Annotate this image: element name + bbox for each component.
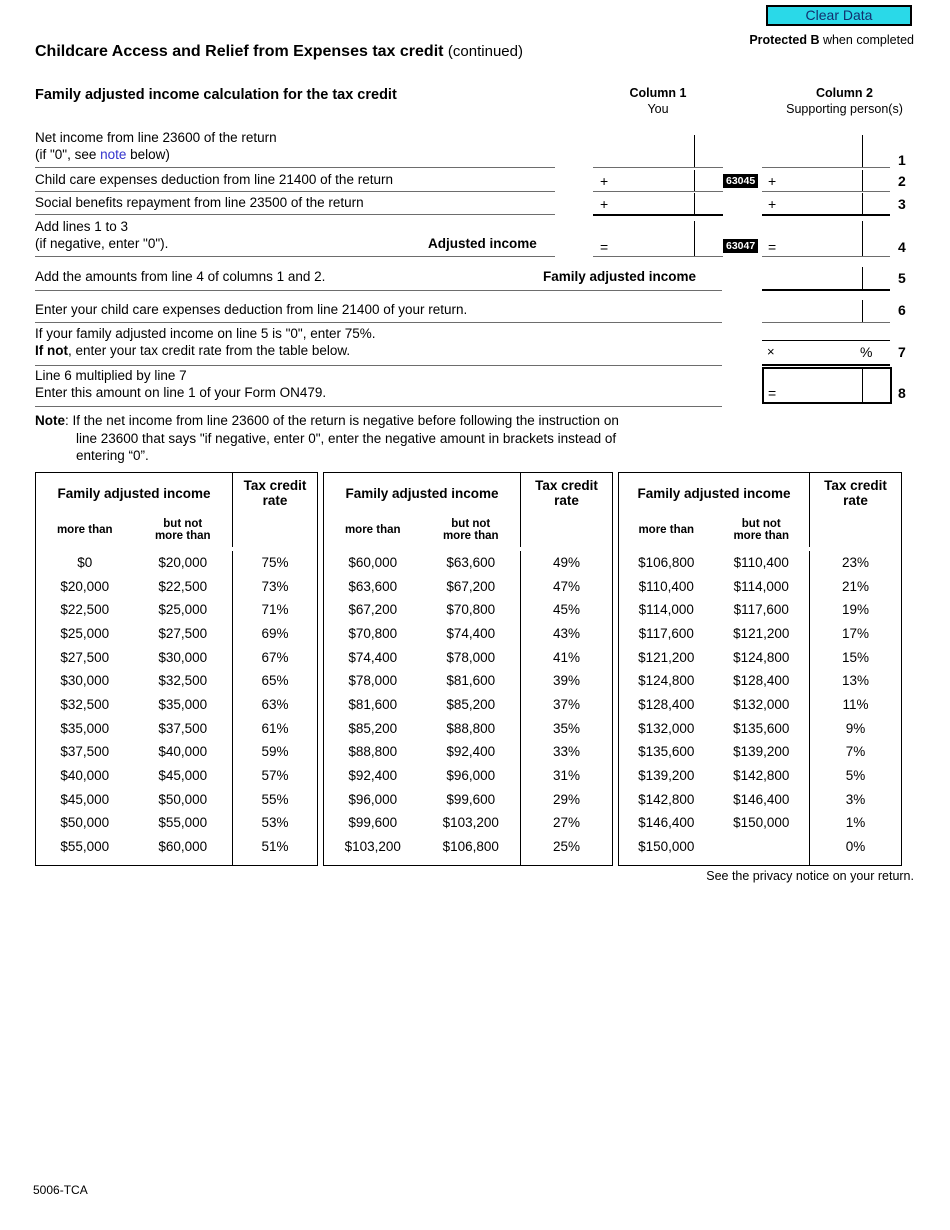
cell-but-not-more-than: $20,000 [158, 554, 208, 570]
table-row [36, 740, 318, 764]
cell-but-not-more-than: $96,000 [446, 768, 496, 784]
table-spacer-row [324, 858, 613, 865]
line-7-text-rule [35, 365, 722, 366]
cell-but-not-more-than: $63,600 [446, 554, 496, 570]
cell-tax-credit-rate: 25% [521, 835, 613, 859]
cell-tax-credit-rate: 5% [810, 764, 902, 788]
table-row [36, 551, 318, 575]
cell-but-not-more-than: $88,800 [446, 720, 496, 736]
line-8-input-box[interactable] [762, 367, 892, 404]
table-row [619, 574, 902, 598]
cell-more-than: $88,800 [348, 744, 398, 760]
table-row [324, 716, 613, 740]
line-3-col1-cents-divider [694, 193, 695, 214]
cell-but-not-more-than: $139,200 [733, 744, 790, 760]
cell-but-not-more-than: $30,000 [158, 649, 208, 665]
cell-tax-credit-rate: 21% [810, 574, 902, 598]
cell-tax-credit-rate: 33% [521, 740, 613, 764]
tax-credit-rate-tables [35, 472, 913, 866]
multiply-icon: × [767, 344, 775, 359]
rate-table-2-income-header: Family adjusted income [324, 473, 521, 514]
rate-header-line2: rate [262, 493, 288, 509]
rate-header-line1: Tax credit [824, 478, 887, 494]
line-2-text-rule [35, 191, 555, 192]
table-row [619, 740, 902, 764]
form-code: 5006-TCA [33, 1183, 88, 1197]
line-8-cents-divider [862, 369, 863, 402]
cell-but-not-more-than: $67,200 [446, 578, 496, 594]
column-2-title: Column 2 [816, 86, 873, 100]
line-8-text-rule [35, 406, 722, 407]
note-block [35, 412, 735, 465]
line-5-cents-divider [862, 267, 863, 289]
table-spacer-row [36, 858, 318, 865]
table-row [36, 764, 318, 788]
cell-tax-credit-rate: 71% [233, 598, 318, 622]
line-6-text: Enter your child care expenses deduction from line 21400 of your return. [35, 302, 468, 317]
table-row [619, 787, 902, 811]
line-8-equals-icon: = [768, 385, 777, 401]
field-code-63045: 63045 [723, 174, 758, 188]
cell-but-not-more-than: $128,400 [733, 673, 790, 689]
cell-but-not-more-than: $142,800 [733, 768, 790, 784]
line-1-text-rule [35, 167, 555, 168]
rate-table-2-subheader-row [324, 514, 613, 547]
rate-table-3-subheader-row [619, 514, 902, 547]
line-3-col2-plus-icon: + [768, 196, 777, 212]
line-7-text-part2: , enter your tax credit rate from the table below. [68, 342, 351, 358]
line-3-text-rule [35, 214, 555, 215]
cell-but-not-more-than: $121,200 [733, 625, 790, 641]
cell-tax-credit-rate: 75% [233, 551, 318, 575]
cell-but-not-more-than: $50,000 [158, 791, 208, 807]
cell-tax-credit-rate: 59% [233, 740, 318, 764]
table-row [36, 716, 318, 740]
cell-tax-credit-rate: 55% [233, 787, 318, 811]
note-line-3: entering “0”. [76, 448, 149, 463]
line-1-col1-input[interactable] [593, 167, 723, 168]
but-not-line1: but not [451, 517, 491, 530]
line-3-col1-plus-icon: + [600, 196, 609, 212]
cell-more-than: $124,800 [638, 673, 695, 689]
cell-more-than: $50,000 [60, 815, 110, 831]
cell-tax-credit-rate: 39% [521, 669, 613, 693]
cell-tax-credit-rate: 29% [521, 787, 613, 811]
cell-more-than: $110,400 [638, 578, 694, 594]
rate-table-1 [35, 472, 318, 866]
line-8-text-part1: Line 6 multiplied by line 7 [35, 368, 187, 383]
rate-table-3-but-not-header [714, 514, 810, 547]
cell-but-not-more-than: $150,000 [733, 815, 790, 831]
cell-more-than: $139,200 [638, 768, 695, 784]
cell-more-than: $121,200 [638, 649, 695, 665]
but-not-line1: but not [163, 517, 203, 530]
line-5-input[interactable] [762, 289, 890, 291]
line-number-1: 1 [898, 152, 906, 168]
column-2-subtitle: Supporting person(s) [786, 102, 903, 116]
cell-more-than: $114,000 [638, 602, 694, 618]
but-not-line1: but not [741, 517, 781, 530]
cell-but-not-more-than: $81,600 [446, 673, 496, 689]
line-4-col2-input[interactable] [762, 256, 890, 257]
cell-more-than: $70,800 [348, 625, 398, 641]
cell-but-not-more-than: $106,800 [442, 839, 499, 855]
table-row [619, 645, 902, 669]
cell-more-than: $25,000 [60, 625, 110, 641]
cell-more-than: $55,000 [60, 839, 110, 855]
cell-tax-credit-rate: 61% [233, 716, 318, 740]
table-row [36, 669, 318, 693]
table-row [36, 645, 318, 669]
cell-more-than: $96,000 [348, 791, 398, 807]
line-4-text [35, 219, 168, 252]
rate-table-1-rate-header [233, 473, 318, 514]
cell-tax-credit-rate: 53% [233, 811, 318, 835]
cell-but-not-more-than: $55,000 [158, 815, 208, 831]
table-row [36, 835, 318, 859]
cell-tax-credit-rate: 0% [810, 835, 902, 859]
cell-tax-credit-rate: 49% [521, 551, 613, 575]
cell-more-than: $32,500 [60, 696, 110, 712]
cell-but-not-more-than [714, 835, 810, 859]
rate-header-line2: rate [843, 493, 868, 509]
table-row [619, 598, 902, 622]
rate-table-3-income-header: Family adjusted income [619, 473, 810, 514]
line-2-col1-plus-icon: + [600, 173, 609, 189]
cell-more-than: $92,400 [348, 768, 398, 784]
cell-more-than: $37,500 [60, 744, 110, 760]
rate-table-2-but-not-header [422, 514, 521, 547]
cell-more-than: $40,000 [60, 768, 110, 784]
cell-more-than: $103,200 [344, 839, 401, 855]
line-5-text: Add the amounts from line 4 of columns 1 and 2. [35, 269, 326, 284]
table-row [324, 811, 613, 835]
cell-but-not-more-than: $78,000 [446, 649, 496, 665]
table-spacer-row [619, 858, 902, 865]
line-number-4: 4 [898, 239, 906, 255]
rate-table-1-income-header: Family adjusted income [36, 473, 233, 514]
cell-more-than: $30,000 [60, 673, 110, 689]
cell-but-not-more-than: $92,400 [446, 744, 496, 760]
table-row [619, 835, 902, 859]
line-4-col1-equals-icon: = [600, 239, 609, 255]
rate-table-2-rate-header [521, 473, 613, 514]
table-row [324, 693, 613, 717]
clear-data-button[interactable]: Clear Data [766, 5, 912, 26]
table-row [619, 716, 902, 740]
rate-table-2-body [324, 547, 613, 866]
cell-but-not-more-than: $27,500 [158, 625, 208, 641]
column-1-title: Column 1 [629, 86, 687, 100]
cell-more-than: $78,000 [348, 673, 398, 689]
cell-tax-credit-rate: 43% [521, 622, 613, 646]
cell-more-than: $22,500 [60, 602, 110, 618]
note-label: Note [35, 413, 65, 428]
table-row [36, 693, 318, 717]
line-6-input[interactable] [762, 322, 890, 323]
column-1-header [598, 86, 718, 116]
line-4-col1-cents-divider [694, 221, 695, 256]
cell-tax-credit-rate: 35% [521, 716, 613, 740]
cell-more-than: $63,600 [348, 578, 398, 594]
note-line-1: If the net income from line 23600 of the return is negative before following the instruction on [72, 413, 619, 428]
line-7-rate-input-top[interactable] [762, 340, 890, 341]
table-row [324, 787, 613, 811]
cell-tax-credit-rate: 1% [810, 811, 902, 835]
cell-tax-credit-rate: 57% [233, 764, 318, 788]
table-row [619, 811, 902, 835]
table-row [324, 835, 613, 859]
cell-tax-credit-rate: 19% [810, 598, 902, 622]
cell-but-not-more-than: $146,400 [733, 791, 790, 807]
cell-tax-credit-rate: 41% [521, 645, 613, 669]
cell-more-than: $67,200 [348, 602, 398, 618]
cell-tax-credit-rate: 45% [521, 598, 613, 622]
cell-but-not-more-than: $35,000 [158, 696, 208, 712]
line-7-text-part1: If your family adjusted income on line 5 is "0", enter 75%. [35, 326, 376, 341]
line-number-2: 2 [898, 173, 906, 189]
line-2-col2-cents-divider [862, 170, 863, 192]
line-7-text [35, 326, 376, 359]
but-not-line2: more than [442, 530, 499, 542]
cell-more-than: $60,000 [348, 554, 398, 570]
cell-more-than: $45,000 [60, 791, 110, 807]
family-adjusted-income-label: Family adjusted income [543, 269, 697, 284]
rate-table-3-rate-header [810, 473, 902, 514]
page-title [35, 43, 523, 61]
table-row [619, 764, 902, 788]
line-5-text-rule [35, 290, 722, 291]
rate-header-line1: Tax credit [243, 478, 307, 494]
cell-more-than: $20,000 [60, 578, 110, 594]
section-title: Family adjusted income calculation for the tax credit [35, 87, 397, 103]
cell-but-not-more-than: $117,600 [733, 602, 789, 618]
cell-more-than: $74,400 [348, 649, 398, 665]
cell-but-not-more-than: $85,200 [446, 696, 496, 712]
table-row [36, 787, 318, 811]
but-not-line2: more than [154, 530, 211, 542]
cell-tax-credit-rate: 11% [810, 693, 902, 717]
percent-icon: % [860, 344, 873, 360]
table-row [324, 551, 613, 575]
rate-header-line2: rate [554, 493, 579, 509]
table-row [36, 811, 318, 835]
cell-tax-credit-rate: 37% [521, 693, 613, 717]
table-row [36, 598, 318, 622]
protected-b-label [749, 33, 914, 47]
line-1-text-part1: Net income from line 23600 of the return [35, 130, 277, 145]
cell-tax-credit-rate: 51% [233, 835, 318, 859]
line-1-col2-input[interactable] [762, 167, 890, 168]
cell-but-not-more-than: $103,200 [442, 815, 499, 831]
rate-table-2-more-than-header: more than [344, 523, 401, 536]
line-3-col1-input[interactable] [593, 214, 723, 216]
rate-table-1-more-than-header: more than [56, 523, 113, 536]
cell-more-than: $128,400 [638, 696, 695, 712]
line-number-5: 5 [898, 270, 906, 286]
cell-but-not-more-than: $74,400 [446, 625, 496, 641]
rate-table-3-rate-subheader [810, 514, 902, 547]
table-row [324, 764, 613, 788]
rate-table-1-header-row [36, 473, 318, 514]
form-title-main: Childcare Access and Relief from Expenses tax credit [35, 43, 444, 60]
cell-more-than: $135,600 [638, 744, 695, 760]
field-code-63047: 63047 [723, 239, 758, 253]
cell-more-than: $132,000 [638, 720, 695, 736]
cell-more-than: $35,000 [60, 720, 110, 736]
line-2-col1-cents-divider [694, 170, 695, 192]
cell-but-not-more-than: $135,600 [733, 720, 790, 736]
line-3-text: Social benefits repayment from line 23500 of the return [35, 195, 364, 210]
line-4-text-rule [35, 256, 555, 257]
table-row [619, 693, 902, 717]
but-not-line2: more than [733, 530, 790, 542]
cell-tax-credit-rate: 69% [233, 622, 318, 646]
line-4-col1-input[interactable] [593, 256, 723, 257]
note-line-2: line 23600 that says "if negative, enter 0", enter the negative amount in brackets instead of [76, 430, 617, 446]
line-4-col2-cents-divider [862, 221, 863, 256]
line-2-col2-input[interactable] [762, 191, 890, 192]
cell-but-not-more-than: $32,500 [158, 673, 208, 689]
cell-more-than: $106,800 [638, 554, 695, 570]
cell-but-not-more-than: $124,800 [733, 649, 790, 665]
cell-but-not-more-than: $110,400 [733, 554, 789, 570]
column-2-header [752, 86, 937, 116]
line-number-3: 3 [898, 196, 906, 212]
table-row [36, 622, 318, 646]
line-6-text-rule [35, 322, 722, 323]
cell-tax-credit-rate: 7% [810, 740, 902, 764]
rate-header-line1: Tax credit [535, 478, 598, 494]
line-2-text: Child care expenses deduction from line 21400 of the return [35, 172, 393, 187]
cell-tax-credit-rate: 13% [810, 669, 902, 693]
line-7-input[interactable] [762, 364, 890, 366]
cell-more-than: $85,200 [348, 720, 398, 736]
line-1-col2-cents-divider [862, 135, 863, 168]
line-8-text-part2: Enter this amount on line 1 of your Form ON479. [35, 384, 327, 400]
line-number-7: 7 [898, 344, 906, 360]
table-row [619, 551, 902, 575]
cell-tax-credit-rate: 27% [521, 811, 613, 835]
table-row [36, 574, 318, 598]
line-4-text-part1: Add lines 1 to 3 [35, 219, 129, 234]
line-7-if-not-bold: If not [35, 342, 68, 358]
protected-b-rest: when completed [819, 33, 914, 47]
note-link[interactable]: note [100, 146, 127, 162]
cell-more-than: $27,500 [60, 649, 110, 665]
cell-more-than: $150,000 [638, 839, 695, 855]
cell-tax-credit-rate: 31% [521, 764, 613, 788]
cell-but-not-more-than: $40,000 [158, 744, 208, 760]
note-colon: : [65, 413, 73, 428]
line-1-col1-cents-divider [694, 135, 695, 168]
rate-table-3-more-than-header: more than [638, 523, 695, 536]
cell-but-not-more-than: $45,000 [158, 768, 208, 784]
line-8-text [35, 368, 326, 401]
line-1-text-part2b: below) [126, 146, 170, 162]
rate-table-3 [618, 472, 902, 866]
line-3-col2-input[interactable] [762, 214, 890, 216]
cell-tax-credit-rate: 47% [521, 574, 613, 598]
table-row [619, 622, 902, 646]
table-row [324, 740, 613, 764]
line-1-text-part2a: (if "0", see [35, 146, 101, 162]
cell-but-not-more-than: $22,500 [158, 578, 208, 594]
cell-more-than: $81,600 [348, 696, 398, 712]
column-1-subtitle: You [647, 102, 669, 116]
rate-table-1-rate-subheader [233, 514, 318, 547]
cell-but-not-more-than: $60,000 [158, 839, 208, 855]
cell-tax-credit-rate: 63% [233, 693, 318, 717]
cell-but-not-more-than: $132,000 [733, 696, 790, 712]
cell-tax-credit-rate: 65% [233, 669, 318, 693]
cell-but-not-more-than: $37,500 [158, 720, 208, 736]
cell-tax-credit-rate: 67% [233, 645, 318, 669]
protected-b-bold: Protected B [749, 33, 820, 47]
rate-table-3-header-row [619, 473, 902, 514]
privacy-notice: See the privacy notice on your return. [706, 869, 914, 883]
cell-more-than: $99,600 [348, 815, 398, 831]
line-4-text-part2: (if negative, enter "0"). [35, 235, 169, 251]
table-row [324, 622, 613, 646]
cell-tax-credit-rate: 17% [810, 622, 902, 646]
cell-tax-credit-rate: 23% [810, 551, 902, 575]
rate-table-2-header-row [324, 473, 613, 514]
rate-table-1-subheader-row [36, 514, 318, 547]
cell-more-than: $142,800 [638, 791, 695, 807]
cell-more-than: $146,400 [638, 815, 695, 831]
note-first-line [35, 412, 735, 430]
rate-table-1-body [36, 547, 318, 866]
cell-but-not-more-than: $25,000 [158, 602, 208, 618]
cell-tax-credit-rate: 15% [810, 645, 902, 669]
adjusted-income-label: Adjusted income [428, 236, 537, 251]
table-row [324, 645, 613, 669]
line-2-col1-input[interactable] [593, 191, 723, 192]
line-4-col2-equals-icon: = [768, 239, 777, 255]
cell-more-than: $117,600 [638, 625, 694, 641]
cell-but-not-more-than: $114,000 [733, 578, 789, 594]
line-6-cents-divider [862, 300, 863, 322]
form-title-continued: (continued) [447, 43, 523, 60]
rate-table-3-body [619, 547, 902, 866]
cell-more-than: $0 [77, 554, 93, 570]
line-1-text [35, 130, 277, 163]
line-number-6: 6 [898, 302, 906, 318]
cell-tax-credit-rate: 9% [810, 716, 902, 740]
cell-but-not-more-than: $70,800 [446, 602, 496, 618]
line-number-8: 8 [898, 385, 906, 401]
rate-table-2-rate-subheader [521, 514, 613, 547]
line-3-col2-cents-divider [862, 193, 863, 214]
cell-but-not-more-than: $99,600 [446, 791, 496, 807]
cell-tax-credit-rate: 73% [233, 574, 318, 598]
cell-tax-credit-rate: 3% [810, 787, 902, 811]
table-row [324, 669, 613, 693]
rate-table-1-but-not-header [134, 514, 233, 547]
table-row [324, 574, 613, 598]
table-row [324, 598, 613, 622]
table-row [619, 669, 902, 693]
rate-table-2 [323, 472, 613, 866]
line-2-col2-plus-icon: + [768, 173, 777, 189]
